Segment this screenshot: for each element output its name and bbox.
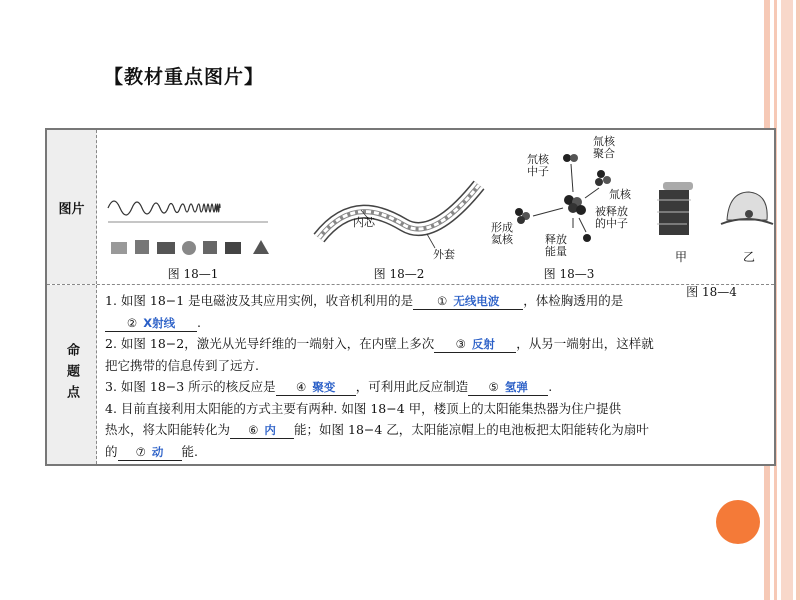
question-line xyxy=(105,441,769,463)
label-neutron: 氘核中子 xyxy=(527,153,549,178)
answer-blank: ② X射线 xyxy=(105,315,197,332)
figure-18-1 xyxy=(103,130,283,284)
row-header-points: 命题点 xyxy=(47,285,97,464)
question-list xyxy=(105,290,769,462)
decor-circle xyxy=(716,500,760,544)
solar-devices-illustration xyxy=(649,130,774,264)
question-text: 4. 目前直接利用太阳能的方式主要有两种. 如图 18−4 甲，楼顶上的太阳能集热器为住户提供 xyxy=(105,400,622,416)
question-text: 能；如图 18−4 乙，太阳能凉帽上的电池板把太阳能转化为扇叶 xyxy=(294,422,649,437)
figure-18-3 xyxy=(489,130,649,284)
label-tritium: 氚核 xyxy=(609,188,631,201)
figure-caption: 图 18—1 xyxy=(167,267,219,281)
answer-blank: ⑦ 动 xyxy=(118,444,182,461)
label-released-neutron: 被释放的中子 xyxy=(595,205,628,230)
label-cladding: 外套 xyxy=(433,248,455,261)
answer-text: 反射 xyxy=(471,337,495,351)
answer-blank: ① 无线电波 xyxy=(413,293,523,310)
answer-text: 氢弹 xyxy=(504,380,528,394)
question-text: ，体检胸透用的是 xyxy=(523,293,624,308)
question-text: 3. 如图 18−3 所示的核反应是 xyxy=(105,379,276,394)
answer-text: X射线 xyxy=(143,315,176,330)
question-text: 2. 如图 18−2，激光从光导纤维的一端射入，在内壁上多次 xyxy=(105,336,435,351)
label-deuteron-fusion: 氚核聚合 xyxy=(593,135,615,160)
em-spectrum-illustration xyxy=(103,130,283,264)
figure-18-2 xyxy=(309,130,489,284)
answer-text: 无线电波 xyxy=(453,294,500,308)
decor-stripe xyxy=(796,0,800,600)
question-text: 的 xyxy=(105,443,118,459)
figure-18-4 xyxy=(649,130,774,299)
question-line xyxy=(105,290,769,312)
answer-text: 动 xyxy=(151,444,164,459)
question-text: . xyxy=(548,379,553,394)
answer-blank: ④ 聚变 xyxy=(276,379,356,396)
label-jia: 甲 xyxy=(675,250,688,264)
answer-blank: ⑤ 氢弹 xyxy=(468,379,548,396)
row-header-images: 图片 xyxy=(47,130,97,284)
question-text: . xyxy=(197,314,201,330)
question-text: ，可利用此反应制造 xyxy=(355,379,469,394)
question-text: 能. xyxy=(181,443,198,459)
figure-caption: 图 18—3 xyxy=(543,267,595,281)
question-text: 热水，将太阳能转化为 xyxy=(105,422,231,437)
figure-caption: 图 18—4 xyxy=(686,285,737,299)
question-text: 1. 如图 18−1 是电磁波及其应用实例，收音机利用的是 xyxy=(105,293,414,308)
question-text: ，从另一端射出，这样就 xyxy=(516,336,654,351)
answer-blank: ⑥ 内 xyxy=(230,422,294,439)
page-title: 【教材重点图片】 xyxy=(104,66,265,88)
label-yi: 乙 xyxy=(743,250,756,264)
question-line xyxy=(105,419,769,441)
label-helium: 形成氦核 xyxy=(491,221,513,246)
answer-blank: ③ 反射 xyxy=(434,336,516,353)
answer-text: 内 xyxy=(264,423,276,437)
question-text: 把它携带的信息传到了远方. xyxy=(105,357,259,373)
question-line xyxy=(105,355,769,377)
label-energy: 释放能量 xyxy=(545,233,567,258)
optical-fiber-illustration xyxy=(309,130,489,264)
answer-text: 聚变 xyxy=(312,380,336,394)
content-table xyxy=(45,128,776,466)
label-core: 内芯 xyxy=(353,216,375,229)
question-line xyxy=(105,376,769,398)
question-line xyxy=(105,398,769,420)
decor-stripe xyxy=(781,0,793,600)
figure-caption: 图 18—2 xyxy=(373,267,425,281)
question-line xyxy=(105,333,769,355)
question-line xyxy=(105,312,769,334)
